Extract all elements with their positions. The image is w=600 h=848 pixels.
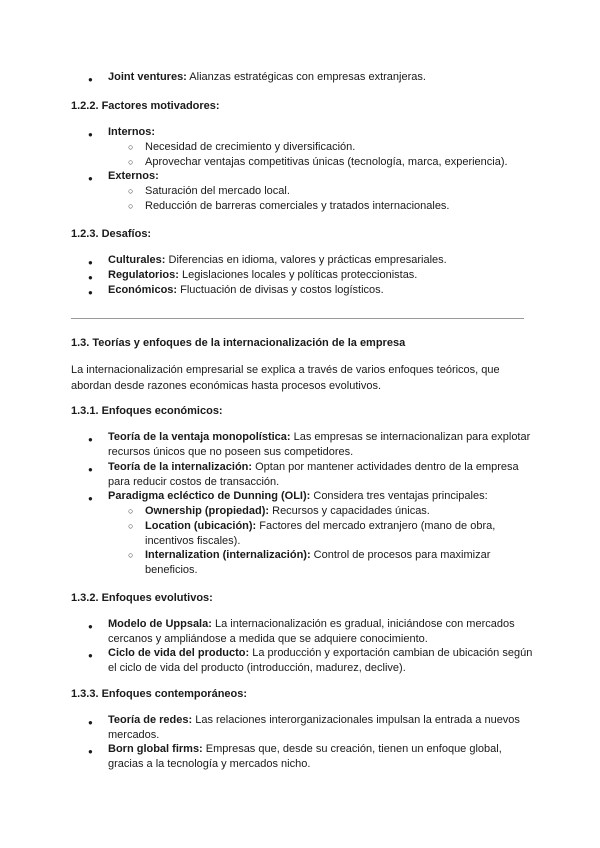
section-heading: 1.3. Teorías y enfoques de la internacionalización de la empresa — [71, 337, 406, 349]
sub-bullet: ○ — [128, 201, 134, 211]
section-heading: 1.3.1. Enfoques económicos: — [71, 405, 223, 417]
section-heading: 1.3.2. Enfoques evolutivos: — [71, 592, 213, 604]
horizontal-divider — [71, 318, 524, 319]
bullet: ● — [88, 130, 93, 139]
sub-list-item: Aprovechar ventajas competitivas únicas (tecnología, marca, experiencia). — [145, 156, 508, 168]
sub-bullet: ○ — [128, 521, 134, 531]
list-item: Económicos: Fluctuación de divisas y costos logísticos. — [108, 284, 384, 296]
list-item: Joint ventures: Alianzas estratégicas con empresas extranjeras. — [108, 71, 426, 83]
bullet: ● — [88, 747, 93, 756]
sub-list-item: Ownership (propiedad): Recursos y capacidades únicas. — [145, 505, 430, 517]
sub-bullet: ○ — [128, 186, 134, 196]
sub-bullet: ○ — [128, 506, 134, 516]
intro-paragraph: La internacionalización empresarial se explica a través de varios enfoques teóricos, que abordan desde razones económicas hasta procesos evolutivos. — [71, 364, 500, 392]
bullet: ● — [88, 651, 93, 660]
section-heading: 1.2.2. Factores motivadores: — [71, 100, 220, 112]
list-item: Teoría de la internalización: Optan por mantener actividades dentro de la empresa para reducir costos de transacción. — [108, 461, 519, 488]
list-item: Teoría de redes: Las relaciones interorganizacionales impulsan la entrada a nuevos mercados. — [108, 714, 520, 741]
sub-list-item: Internalization (internalización): Control de procesos para maximizar beneficios. — [145, 549, 491, 576]
list-item: Born global firms: Empresas que, desde su creación, tienen un enfoque global, gracias a la tecnología y mercados nicho. — [108, 743, 502, 770]
bullet: ● — [88, 435, 93, 444]
bullet: ● — [88, 288, 93, 297]
list-item: Internos: — [108, 126, 156, 138]
sub-bullet: ○ — [128, 142, 134, 152]
list-item: Externos: — [108, 170, 159, 182]
list-item: Modelo de Uppsala: La internacionalización es gradual, iniciándose con mercados cercanos y ampliándose a medida que se adquiere conocimiento. — [108, 618, 515, 645]
sub-list-item: Necesidad de crecimiento y diversificación. — [145, 141, 356, 153]
section-heading: 1.3.3. Enfoques contemporáneos: — [71, 688, 248, 700]
section-heading: 1.2.3. Desafíos: — [71, 228, 152, 240]
sub-bullet: ○ — [128, 550, 134, 560]
bullet: ● — [88, 174, 93, 183]
bullet: ● — [88, 258, 93, 267]
list-item: Ciclo de vida del producto: La producción y exportación cambian de ubicación según el ciclo de vida del producto (introducción, madurez, declive). — [108, 647, 533, 674]
bullet: ● — [88, 622, 93, 631]
bullet: ● — [88, 273, 93, 282]
sub-list-item: Saturación del mercado local. — [145, 185, 290, 197]
bullet: ● — [88, 494, 93, 503]
sub-bullet: ○ — [128, 157, 134, 167]
list-item: Teoría de la ventaja monopolística: Las empresas se internacionalizan para explotar recursos únicos que no poseen sus competidores. — [108, 431, 531, 458]
sub-list-item: Reducción de barreras comerciales y tratados internacionales. — [145, 200, 450, 212]
bullet: ● — [88, 75, 93, 84]
list-item: Culturales: Diferencias en idioma, valores y prácticas empresariales. — [108, 254, 447, 266]
list-item: Regulatorios: Legislaciones locales y políticas proteccionistas. — [108, 269, 418, 281]
list-item: Paradigma ecléctico de Dunning (OLI): Considera tres ventajas principales: — [108, 490, 488, 502]
sub-list-item: Location (ubicación): Factores del mercado extranjero (mano de obra, incentivos fiscales). — [145, 520, 496, 547]
bullet: ● — [88, 718, 93, 727]
bullet: ● — [88, 465, 93, 474]
